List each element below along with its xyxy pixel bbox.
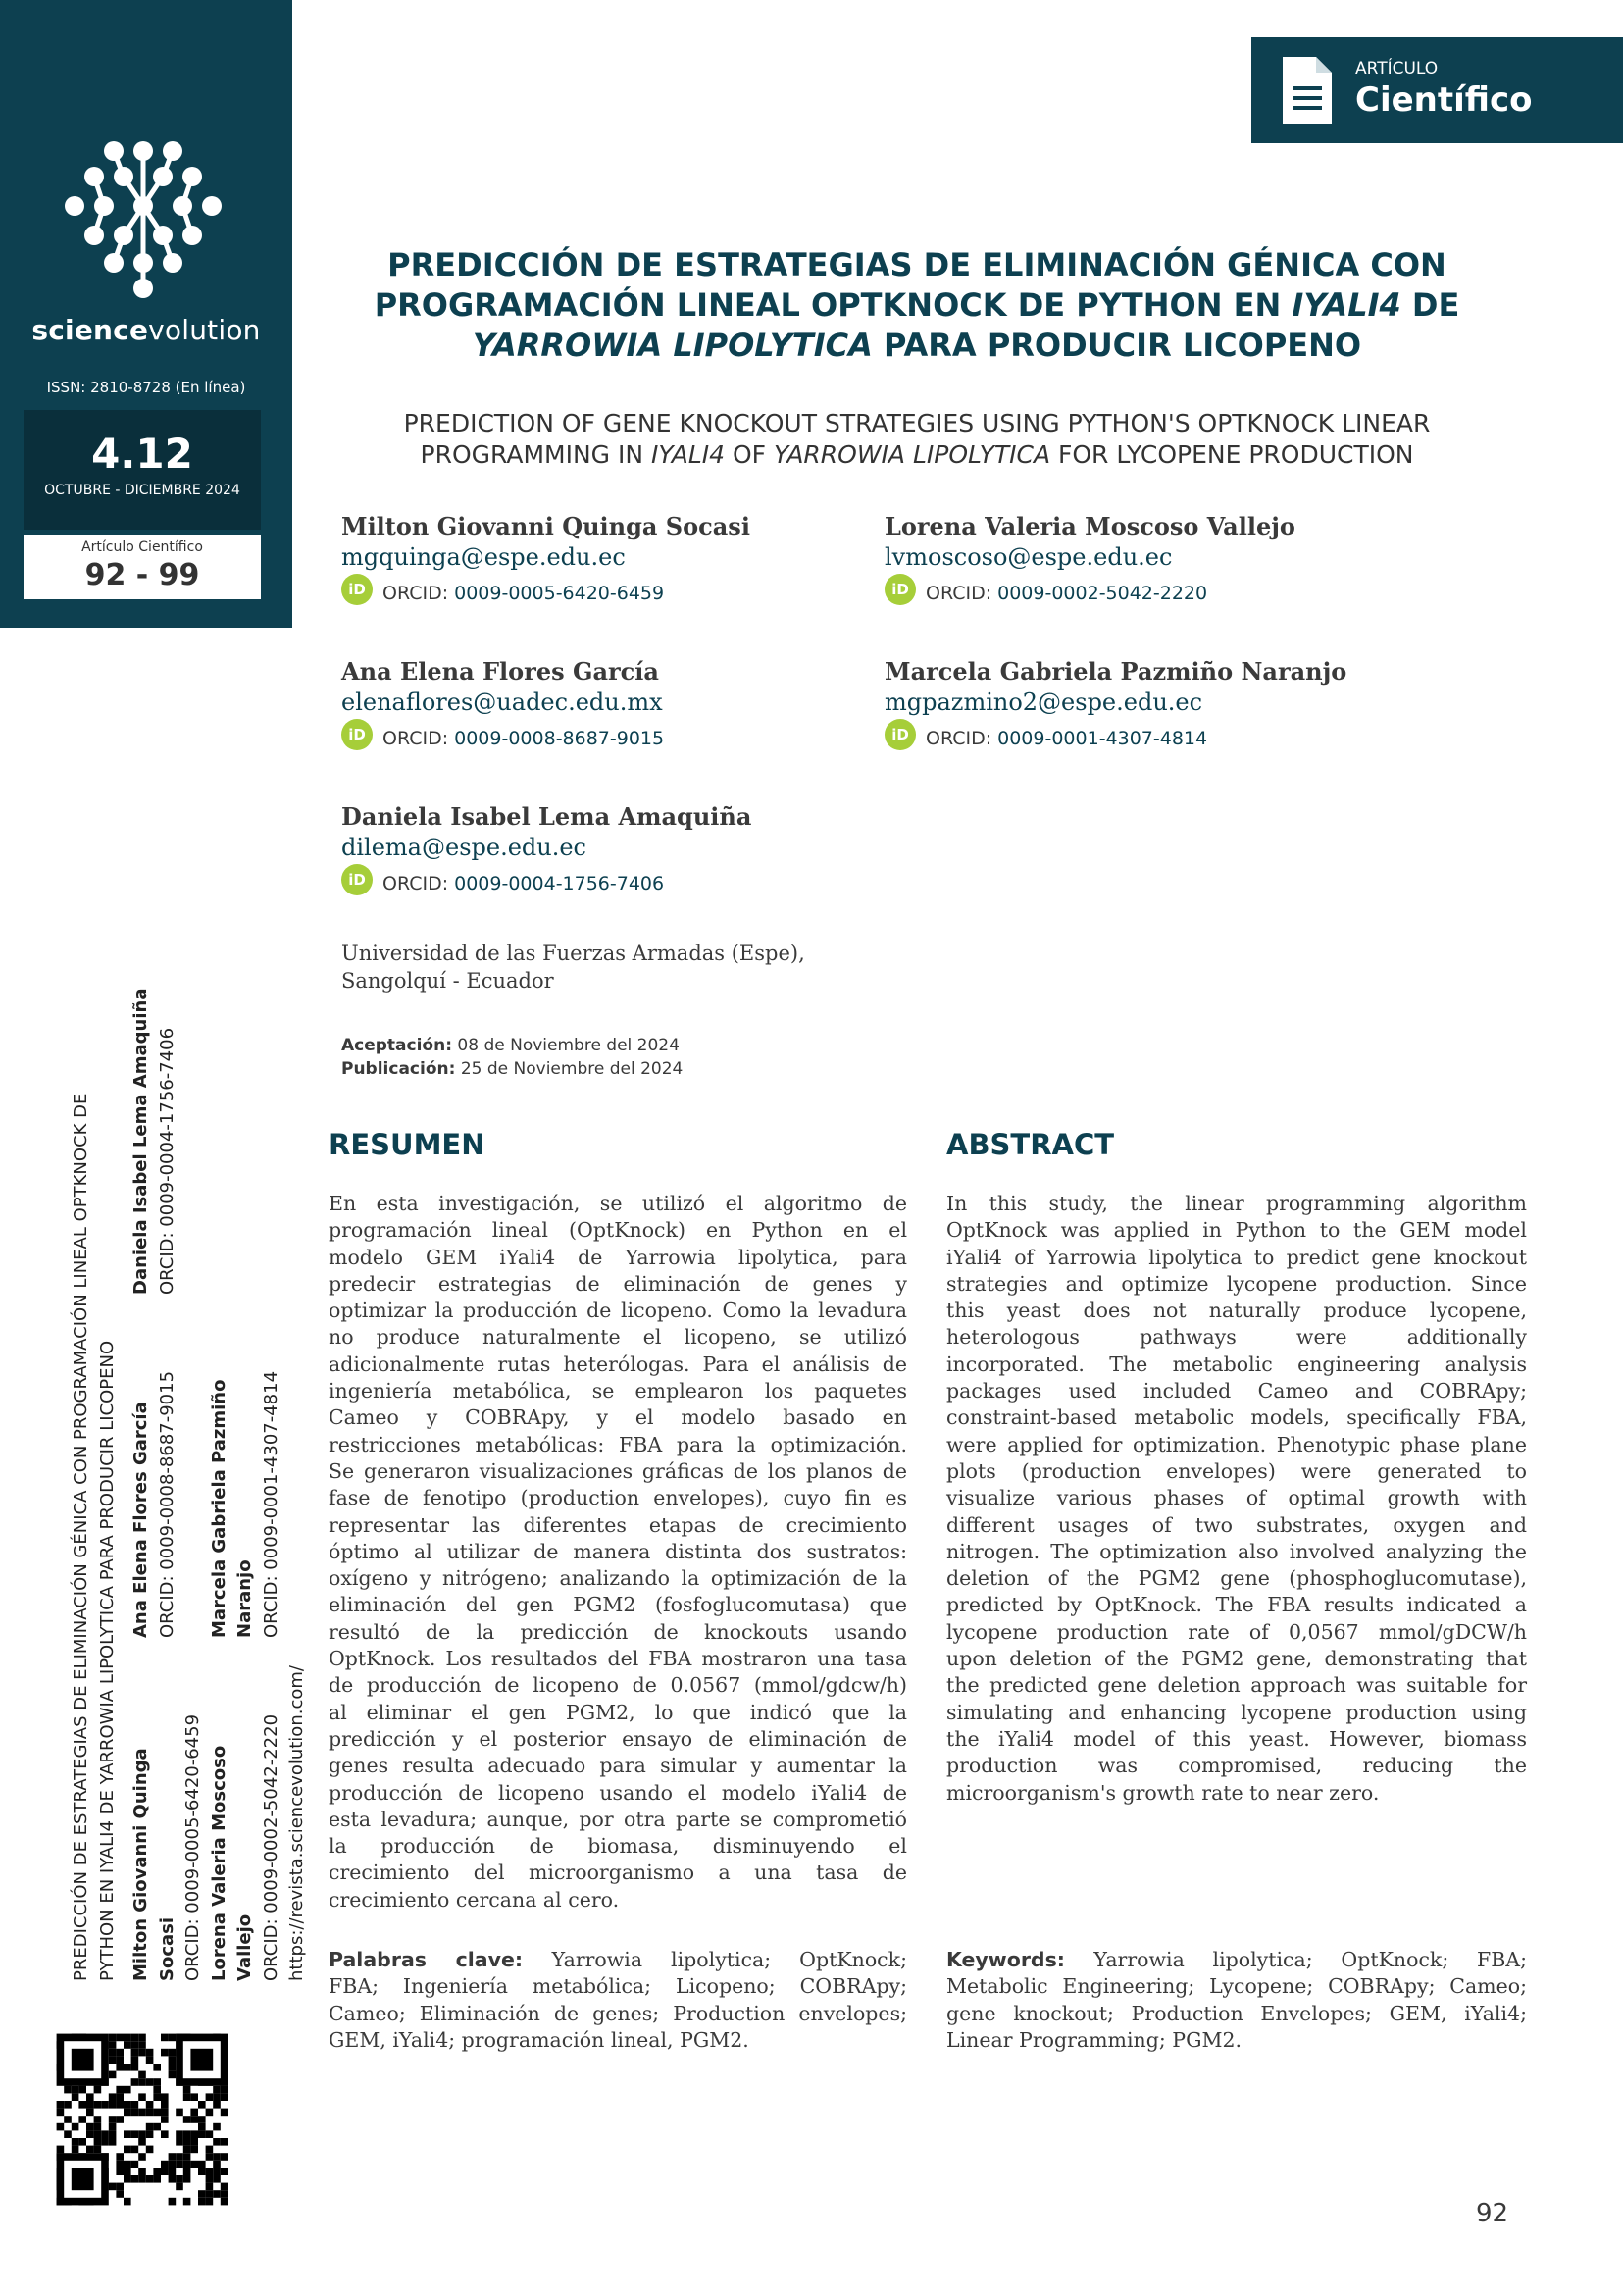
- orcid-icon: iD: [341, 574, 373, 605]
- text-line: nitrogen. The optimization also involved analyzing the: [946, 1539, 1527, 1563]
- author-email[interactable]: dilema@espe.edu.ec: [341, 834, 586, 861]
- abstract-keywords: [946, 1947, 1527, 2054]
- page-number: 92: [1476, 2199, 1509, 2228]
- resumen-body: [329, 1191, 907, 1913]
- author-orcid: iD ORCID: 0009-0001-4307-4814: [885, 722, 1414, 755]
- text-line: heterologous pathways were additionally: [946, 1325, 1527, 1350]
- text-line: crecimiento cercana al cero.: [329, 1887, 620, 1912]
- journal-logo-icon: [63, 139, 225, 301]
- text-line: packages used included Cameo and COBRApy;: [946, 1379, 1527, 1403]
- orcid-link[interactable]: 0009-0008-8687-9015: [454, 728, 665, 749]
- title-spanish: PREDICCIÓN DE ESTRATEGIAS DE ELIMINACIÓN GÉNICA CON PROGRAMACIÓN LINEAL OPTKNOCK DE PYTHON EN IYALI4 DE YARROWIA LIPOLYTICA PARA PRODUCIR LICOPENO: [374, 246, 1460, 364]
- text-line: genes resulta adecuado para simular y aumentar la: [329, 1754, 907, 1778]
- text-line: al eliminar el gen PGM2, lo que indicó que la: [329, 1700, 907, 1724]
- text-line: this yeast does not naturally produce lycopene,: [946, 1299, 1527, 1323]
- keyword-line: Linear Programming; PGM2.: [946, 2027, 1243, 2052]
- abstract-heading: ABSTRACT: [946, 1128, 1115, 1161]
- journal-brand: sciencevolution: [31, 314, 261, 346]
- text-line: resultó de la predicción de knockouts usando: [329, 1619, 907, 1644]
- text-line: the predicted gene deletion approach was suitable for: [946, 1673, 1527, 1698]
- text-line: representar las diferentes etapas de crecimiento: [329, 1512, 907, 1537]
- text-line: strategies and optimize lycopene production. Since: [946, 1271, 1527, 1296]
- text-line: eliminación del gen PGM2 (fosfoglucomutasa) que: [329, 1593, 907, 1617]
- author-email[interactable]: mgquinga@espe.edu.ec: [341, 543, 626, 571]
- text-line: In this study, the linear programming algorithm: [946, 1192, 1527, 1215]
- text-line: visualize various phases of optimal growth with: [946, 1486, 1527, 1510]
- keyword-line: Palabras clave: Yarrowia lipolytica; OptKnock;: [329, 1948, 907, 1971]
- text-line: modelo GEM iYali4 de Yarrowia lipolytica, para: [329, 1245, 907, 1269]
- text-line: production was compromised, reducing the: [946, 1754, 1527, 1778]
- orcid-icon: iD: [341, 719, 373, 750]
- keyword-line: Keywords: Yarrowia lipolytica; OptKnock; FBA;: [946, 1948, 1528, 1971]
- orcid-icon: iD: [885, 574, 916, 605]
- author-orcid: iD ORCID: 0009-0002-5042-2220: [885, 577, 1414, 610]
- issn: ISSN: 2810-8728 (En línea): [46, 379, 246, 396]
- text-line: ingeniería metabólica, se emplearon los paquetes: [329, 1379, 907, 1403]
- author-name: Marcela Gabriela Pazmiño Naranjo: [885, 657, 1347, 686]
- author-orcid: iD ORCID: 0009-0004-1756-7406: [341, 867, 871, 900]
- author-email[interactable]: elenaflores@uadec.edu.mx: [341, 689, 663, 716]
- author-name: Milton Giovanni Quinga Socasi: [341, 512, 750, 540]
- author-orcid: iD ORCID: 0009-0008-8687-9015: [341, 722, 871, 755]
- orcid-icon: iD: [885, 719, 916, 750]
- text-line: deletion of the PGM2 gene (phosphoglucomutase),: [946, 1566, 1527, 1591]
- affiliation: Universidad de las Fuerzas Armadas (Espe), Sangolquí - Ecuador: [341, 942, 805, 993]
- orcid-link[interactable]: 0009-0004-1756-7406: [454, 873, 665, 894]
- text-line: predicted by OptKnock. The FBA results indicated a: [946, 1593, 1527, 1617]
- issue-number: 4.12: [91, 430, 193, 478]
- text-line: la producción de biomasa, disminuyendo el: [329, 1834, 907, 1859]
- author-email[interactable]: mgpazmino2@espe.edu.ec: [885, 689, 1203, 716]
- text-line: óptimo al utilizar de manera distinta dos sustratos:: [329, 1539, 907, 1563]
- text-line: OptKnock was applied in Python to the GEM model: [946, 1218, 1527, 1243]
- orcid-link[interactable]: 0009-0005-6420-6459: [454, 583, 665, 604]
- resumen-keywords: [329, 1947, 907, 2054]
- badge-label-big: Científico: [1355, 80, 1533, 120]
- text-line: de producción de licopeno de 0.0567 (mmol/gdcw/h): [329, 1673, 907, 1698]
- keyword-line: GEM, iYali4; programación lineal, PGM2.: [329, 2027, 749, 2052]
- badge-label-small: ARTÍCULO: [1355, 59, 1439, 78]
- title-english: PREDICTION OF GENE KNOCKOUT STRATEGIES USING PYTHON'S OPTKNOCK LINEAR PROGRAMMING IN IYALI4 OF YARROWIA LIPOLYTICA FOR LYCOPENE PRODUCTION: [403, 409, 1431, 469]
- text-line: plots (production envelopes) were generated to: [946, 1458, 1527, 1483]
- text-line: upon deletion of the PGM2 gene, demonstrating that: [946, 1647, 1527, 1671]
- text-line: predecir estrategias de eliminación de genes y: [329, 1271, 907, 1296]
- keyword-line: Cameo; Eliminación de genes; Production envelopes;: [329, 2001, 907, 2025]
- keyword-line: Metabolic Engineering; Lycopene; COBRApy; Cameo;: [946, 1974, 1527, 1999]
- author-block: [885, 512, 1414, 610]
- author-block: [885, 657, 1414, 755]
- text-line: programación lineal (OptKnock) en Python en el: [329, 1218, 907, 1243]
- orcid-link[interactable]: 0009-0001-4307-4814: [997, 728, 1208, 749]
- text-line: adicionalmente rutas heterólogas. Para el análisis de: [329, 1352, 907, 1376]
- issue-date: OCTUBRE - DICIEMBRE 2024: [44, 483, 240, 498]
- publication-dates: Aceptación: 08 de Noviembre del 2024 Publicación: 25 de Noviembre del 2024: [341, 1036, 684, 1079]
- text-line: incorporated. The metabolic engineering analysis: [946, 1352, 1527, 1376]
- vertical-citation: PREDICCIÓN DE ESTRATEGIAS DE ELIMINACIÓN GÉNICA CON PROGRAMACIÓN LINEAL OPTKNOCK DE PYTHON EN IYALI4 DE YARROWIA LIPOLYTICA PARA PRODUCIR LICOPENO Milton Giovanni Quinga Socasi ORCID: 0009-0005-6420-6459 Ana Elena Flores García ORCID: 0009-0008-8687-9015 Daniela Isabel Lema Amaquiña ORCID: 0009-0004-1756-7406 Lorena Valeria Moscoso Vallejo ORCID: 0009-0002-5042-2220 Marcela Gabriela Pazmiño Naranjo ORCID: 0009-0001-4307-4814 https://revista.sciencevolution.com/: [69, 785, 311, 1981]
- pages-label: Artículo Científico: [81, 539, 203, 555]
- orcid-link[interactable]: 0009-0002-5042-2220: [997, 583, 1208, 604]
- keyword-line: FBA; Ingeniería metabólica; Licopeno; COBRApy;: [329, 1974, 907, 1999]
- author-block: [341, 802, 871, 900]
- keyword-line: gene knockout; Production Envelopes; GEM, iYali4;: [946, 2001, 1527, 2025]
- pages-range: 92 - 99: [84, 558, 200, 592]
- text-line: fase de fenotipo (production envelopes), cuyo fin es: [329, 1486, 907, 1510]
- text-line: the iYali4 model of this yeast. However, biomass: [946, 1726, 1527, 1751]
- author-block: [341, 657, 871, 755]
- text-line: simulating and enhancing lycopene production using: [946, 1700, 1527, 1724]
- text-line: predicción y el posterior ensayo de eliminación de: [329, 1726, 907, 1751]
- text-line: iYali4 of Yarrowia lipolytica to predict gene knockout: [946, 1245, 1527, 1269]
- text-line: optimizar la producción de licopeno. Como la levadura: [329, 1299, 907, 1323]
- author-orcid: iD ORCID: 0009-0005-6420-6459: [341, 577, 871, 610]
- author-block: [341, 512, 871, 610]
- author-email[interactable]: lvmoscoso@espe.edu.ec: [885, 543, 1173, 571]
- text-line: OptKnock. Los resultados del FBA mostraron una tasa: [329, 1647, 907, 1671]
- text-line: constraint-based metabolic models, specifically FBA,: [946, 1405, 1527, 1430]
- text-line: Se generaron visualizaciones gráficas de los planos de: [329, 1458, 907, 1483]
- author-name: Lorena Valeria Moscoso Vallejo: [885, 512, 1295, 540]
- text-line: lycopene production rate of 0,0567 mmol/gDCW/h: [946, 1619, 1527, 1644]
- abstract-body: [946, 1191, 1527, 1807]
- author-name: Daniela Isabel Lema Amaquiña: [341, 802, 752, 831]
- text-line: esta levadura; aunque, por otra parte se comprometió: [329, 1807, 907, 1831]
- text-line: restricciones metabólicas: FBA para la optimización.: [329, 1432, 907, 1456]
- qr-code-icon[interactable]: [49, 2026, 235, 2213]
- author-name: Ana Elena Flores García: [341, 657, 659, 686]
- text-line: crecimiento del microorganismo a una tasa de: [329, 1861, 907, 1885]
- resumen-heading: RESUMEN: [329, 1128, 485, 1161]
- orcid-icon: iD: [341, 864, 373, 895]
- document-icon: [1279, 55, 1334, 126]
- text-line: were applied for optimization. Phenotypic phase plane: [946, 1432, 1527, 1456]
- text-line: oxígeno y nitrógeno; analizando la optimización de la: [329, 1566, 907, 1591]
- text-line: En esta investigación, se utilizó el algoritmo de: [329, 1192, 907, 1215]
- text-line: producción de licopeno usando el modelo iYali4 de: [329, 1780, 907, 1805]
- text-line: Cameo y COBRApy, y el modelo basado en: [329, 1405, 907, 1430]
- text-line: different usages of two substrates, oxygen and: [946, 1512, 1527, 1537]
- text-line: no produce naturalmente el licopeno, se utilizó: [329, 1325, 907, 1350]
- journal-url[interactable]: https://revista.sciencevolution.com/: [286, 1665, 307, 1981]
- text-line: microorganism's growth rate to near zero.: [946, 1780, 1380, 1805]
